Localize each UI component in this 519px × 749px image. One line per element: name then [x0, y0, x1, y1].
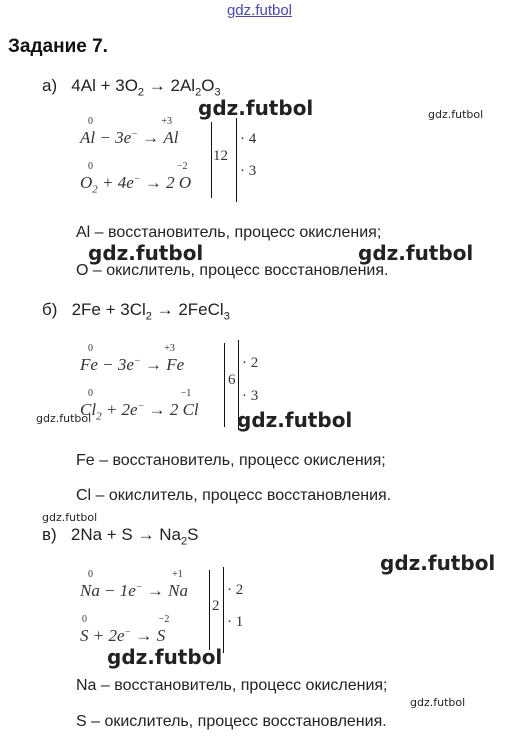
part-c-lcm: 2: [212, 598, 220, 614]
watermark-5[interactable]: gdz.futbol: [36, 412, 92, 425]
part-c-coefficient-1: · 2: [227, 582, 244, 598]
watermark-4[interactable]: gdz.futbol: [358, 241, 474, 265]
part-b-coefficient-1: · 2: [242, 355, 259, 371]
part-b-divider-left: [224, 343, 225, 427]
part-c-divider-right: [223, 567, 224, 653]
watermark-1[interactable]: gdz.futbol: [198, 96, 314, 120]
part-a-equation: а) $4Al + 3O_2 \to 2Al_2O_3$: [42, 76, 221, 99]
watermark-6[interactable]: gdz.futbol: [237, 408, 353, 432]
part-c-equation: в) $2Na + S \to Na_2S$: [42, 525, 199, 548]
part-c-half-reaction-1: 0 Na − 1e− → +1 Na: [80, 569, 188, 600]
part-c-coefficient-2: · 1: [227, 614, 244, 630]
part-c-reducer-text: Na – восстановитель, процесс окисления;: [76, 677, 388, 694]
part-b-equation: б) $2Fe + 3Cl_2$ → 2FeCl$_3$: [42, 300, 230, 323]
watermark-8[interactable]: gdz.futbol: [380, 551, 496, 575]
part-a-coefficient-1: · 4: [240, 131, 257, 147]
watermark-top[interactable]: gdz.futbol: [226, 2, 293, 19]
watermark-7[interactable]: gdz.futbol: [42, 511, 98, 524]
part-c-label: в): [42, 525, 57, 544]
watermark-2[interactable]: gdz.futbol: [428, 108, 484, 121]
part-b-coefficient-2: · 3: [242, 388, 259, 404]
part-a-lcm: 12: [213, 148, 228, 164]
watermark-3[interactable]: gdz.futbol: [88, 241, 204, 265]
part-b-half-reaction-1: 0 Fe − 3e− → +3 Fe: [80, 343, 185, 374]
part-b-lcm: 6: [228, 372, 236, 388]
part-a-oxidizer-text: O – окислитель, процесс восстановления.: [76, 262, 389, 279]
part-c-divider-left: [209, 570, 210, 650]
part-a-half-reaction-2: 0 $O_2 + 4e^- \to 2$ −2 O: [80, 161, 192, 196]
part-c-oxidizer-text: S – окислитель, процесс восстановления.: [76, 713, 387, 730]
task-title: Задание 7.: [8, 36, 108, 57]
part-a-half-reaction-1: 0 Al − 3e− → +3 Al: [80, 116, 179, 147]
part-b-oxidizer-text: Cl – окислитель, процесс восстановления.: [76, 487, 392, 504]
part-b-reducer-text: Fe – восстановитель, процесс окисления;: [76, 452, 386, 469]
watermark-9[interactable]: gdz.futbol: [107, 645, 223, 669]
watermark-10[interactable]: gdz.futbol: [410, 696, 466, 709]
part-a-label: а): [42, 76, 58, 95]
part-a-reducer-text: Al – восстановитель, процесс окисления;: [76, 224, 382, 241]
part-a-coefficient-2: · 3: [240, 163, 257, 179]
part-b-half-reaction-2: 0 $Cl_2 + 2e^- \to 2$ −1 Cl: [80, 388, 199, 423]
part-c-half-reaction-2: 0 S + 2e− → −2 S: [80, 614, 170, 645]
part-a-divider-left: [211, 122, 212, 198]
part-a-divider-right: [236, 118, 237, 202]
part-b-label: б): [42, 300, 58, 319]
